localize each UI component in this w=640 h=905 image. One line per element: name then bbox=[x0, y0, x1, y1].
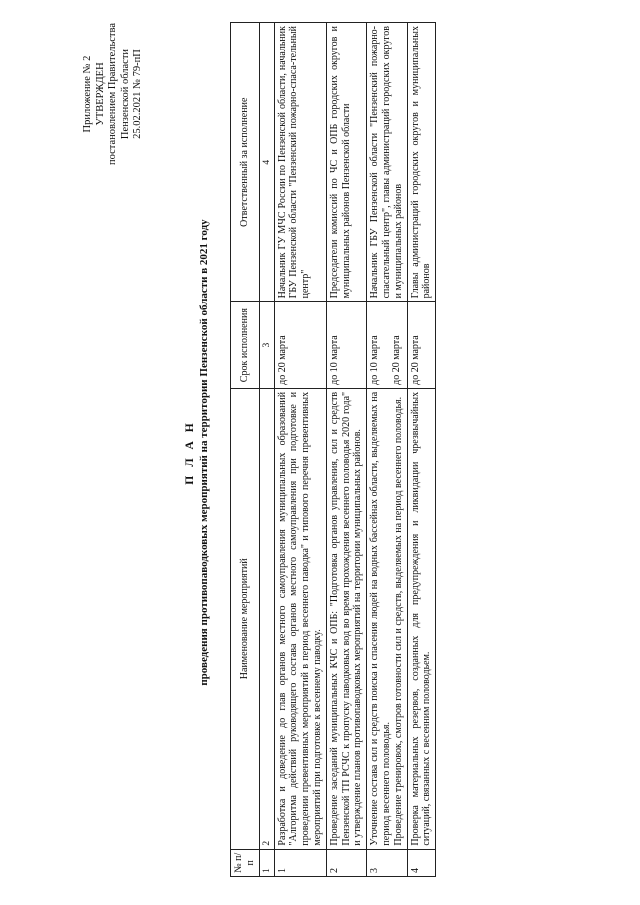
row-name: Проведение тренировок, смотров готовности сил и средств, выделяемых на период весеннего половодья. bbox=[392, 396, 404, 846]
row-num: 2 bbox=[326, 849, 366, 876]
row-resp: Начальник ГБУ Пензенской области "Пензенский пожарно-спасательный центр", главы администраций городских округов и муниципальных районов bbox=[367, 23, 407, 302]
row-term: до 10 марта bbox=[369, 335, 381, 385]
row-resp: Начальник ГУ МЧС России по Пензенской области, начальник ГБУ Пензенской области "Пензенский пожарно-спаса-тельный центр" bbox=[274, 23, 326, 302]
table-row bbox=[274, 23, 326, 877]
row-num: 3 bbox=[367, 849, 407, 876]
approval-line: 25.02.2021 № 79-пП bbox=[132, 49, 144, 139]
header-resp: Ответственный за исполнение bbox=[231, 23, 260, 302]
approval-line: УТВЕРЖДЕН bbox=[94, 62, 106, 126]
table-row bbox=[367, 23, 407, 877]
row-term-cell bbox=[367, 302, 407, 388]
row-num: 1 bbox=[274, 849, 326, 876]
plan-heading: П Л А Н bbox=[184, 420, 196, 485]
table-row bbox=[326, 23, 366, 877]
column-number-row bbox=[259, 23, 274, 877]
row-name: Проверка материальных резервов, созданных для предупреждения и ликвидации чрезвычайных ситуаций, связанных с весенним половодьем. bbox=[407, 388, 436, 849]
approval-stamp bbox=[82, 19, 145, 169]
row-resp: Председатели комиссий по ЧС и ОПБ городских округов и муниципальных районов Пензенской области bbox=[326, 23, 366, 302]
row-name-cell bbox=[367, 388, 407, 849]
col-number: 4 bbox=[259, 23, 274, 302]
row-name: Проведение заседаний муниципальных КЧС и ОПБ: "Подготовка органов управления, сил и средств Пензенской ТП РСЧС к пропуску паводковых вод во время прохождения весеннего половодья 2020 года" и утверждение планов противопаводковых мероприятий на территории муниципальных районов. bbox=[326, 388, 366, 849]
header-term: Срок исполнения bbox=[231, 302, 260, 388]
col-number: 2 bbox=[259, 388, 274, 849]
row-term: до 20 марта bbox=[274, 302, 326, 388]
header-num: № п/п bbox=[231, 849, 260, 876]
row-num: 4 bbox=[407, 849, 436, 876]
col-number: 1 bbox=[259, 849, 274, 876]
col-number: 3 bbox=[259, 302, 274, 388]
approval-line: Пензенской области bbox=[119, 48, 131, 140]
header-name: Наименование мероприятий bbox=[231, 388, 260, 849]
row-name: Уточнение состава сил и средств поиска и спасения людей на водных бассейнах области, выделяемых на период весеннего половодья. bbox=[369, 391, 392, 846]
document-title bbox=[183, 0, 211, 905]
row-term: до 20 марта bbox=[407, 302, 436, 388]
header-row bbox=[231, 23, 260, 877]
table-row bbox=[407, 23, 436, 877]
row-name: Разработка и доведение до глав органов местного самоуправления муниципальных образований "Алгоритма действий руководящего состава органов местного самоуправления при подготовке и проведении превентивных мероприятий в период весеннего паводка" и типового перечня превентивных мероприятий при подготовке к весеннему паводку. bbox=[274, 388, 326, 849]
approval-line: Приложение № 2 bbox=[82, 55, 93, 133]
row-term: до 10 марта bbox=[326, 302, 366, 388]
plan-table bbox=[230, 22, 436, 877]
approval-line: постановлением Правительства bbox=[107, 23, 119, 166]
row-resp: Главы администраций городских округов и муниципальных районов bbox=[407, 23, 436, 302]
row-term: до 20 марта bbox=[390, 335, 402, 385]
plan-subtitle: проведения противопаводковых мероприятий на территории Пензенской области в 2021 году bbox=[198, 219, 210, 686]
